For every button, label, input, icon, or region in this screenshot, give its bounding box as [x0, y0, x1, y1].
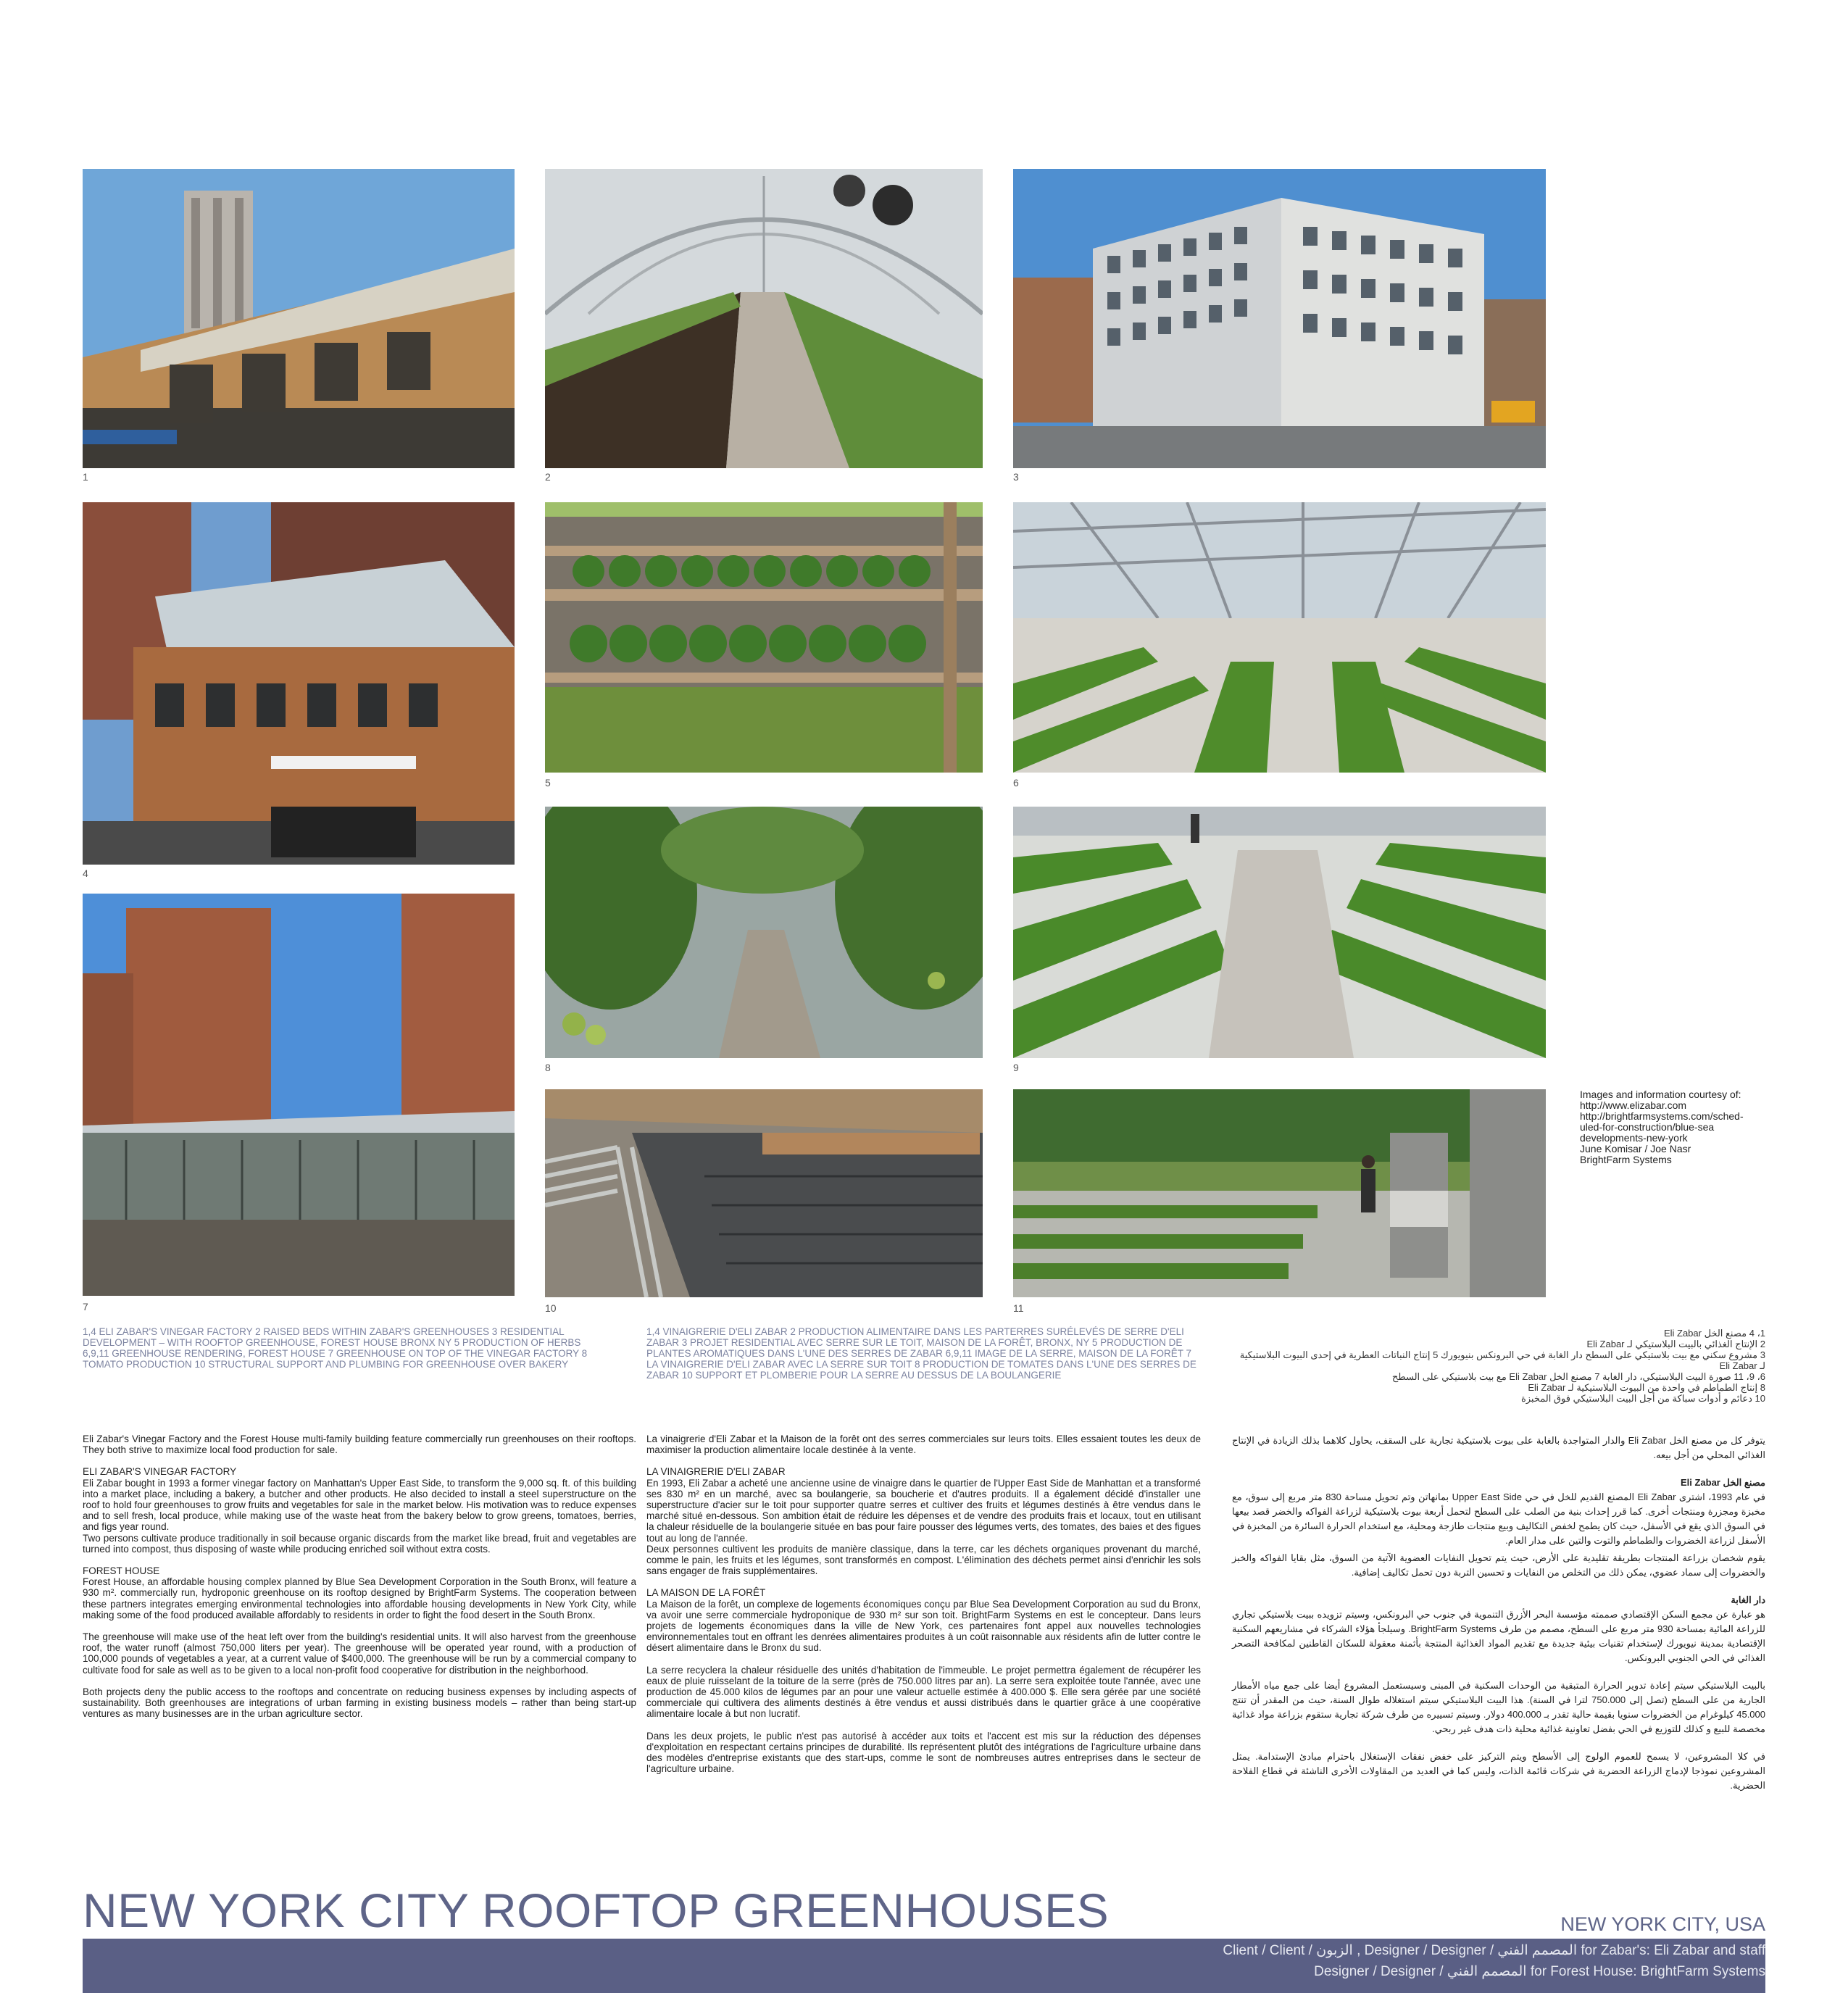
- intro-paragraph: La vinaigrerie d'Eli Zabar et la Maison de la forêt ont des serres commerciales sur leurs toits. Elles essaient toutes les deux de maximiser la production alimentaire locale destinée à la vente.: [646, 1434, 1201, 1456]
- section-heading: FOREST HOUSE: [83, 1565, 160, 1577]
- photo-rooftop-greenhouse-towers: [83, 894, 515, 1296]
- body-paragraph: Two persons cultivate produce traditionally in soil because organic discards from the market like bread, fruit and vegetables are turned into compost, thus disposing of waste while producing enriched soil without extra costs.: [83, 1532, 636, 1555]
- body-paragraph: Eli Zabar bought in 1993 a former vinegar factory on Manhattan's Upper East Side, to transform the 9,000 sq. ft. of this building into a market place, including a bakery, a butcher and other products. He also decided to install a steel superstructure on the roof to hold four greenhouses to grow fruits and vegetables for sale in the market below. His motivation was to reduce expenses and to sell fresh, local produce, while making use of the waste heat from the bakery below to grow greens, tomatoes, berries, and figs year round.: [83, 1477, 636, 1533]
- photo-vinegar-factory-street: [83, 169, 515, 468]
- photo-greenhouse-rendering-1: [1013, 502, 1546, 773]
- intro-paragraph: Eli Zabar's Vinegar Factory and the Forest House multi-family building feature commercially run greenhouses on their rooftops. They both strive to maximize local food production for sale.: [83, 1434, 636, 1456]
- body-paragraph: En 1993, Eli Zabar a acheté une ancienne usine de vinaigre dans le quartier de l'Upper East Side de Manhattan et a transformé ses 830 m² en un marché, avec sa boulangerie, sa boucherie et d'autres produits. Il a également décidé d'installer une superstructure d'acier sur le toit pour supporter quatre serres et cultiver des fruits et légumes destinés à être vendus dans le marché situé en-dessous. Son ambition était de réduire les dépenses et de vendre des produits frais et locaux, tout en utilisant la chaleur résiduelle de la boulangerie située en bas pour faire pousser des légumes verts, des tomates, des baies et des figues tout au long de l'année.: [646, 1477, 1201, 1544]
- photo-number: 10: [545, 1302, 557, 1314]
- credit-line: June Komisar / Joe Nasr: [1580, 1143, 1691, 1154]
- body-paragraph: بالبيت البلاستيكي سيتم إعادة تدوير الحرارة المتبقية من الوحدات السكنية في المبنى وسيستعمل المشروع أيضا على جمع مياه الأمطار الجارية من على السطح (تصل إلى 750.000 لترا في السنة). هذا البيت البلاستيكي سيتم استغلاله طوال السنة، حيث من المقدر أن تنتج 45.000 كيلوغرام من الخضروات سنويا بقيمة حالية تقدر بـ 400.000 دولار. وسيتم تسييره من طرف شركة تجارية ستقوم بزراعة مواد غذائية مخصصة للبيع و كذلك للتوزيع في الحي بفضل تعاونية غذائية محلية ذات هدف غير ربحي.: [1232, 1680, 1765, 1734]
- credit-line: BrightFarm Systems: [1580, 1154, 1672, 1165]
- photo-vinegar-factory-greenhouse: [83, 502, 515, 865]
- photo-number: 9: [1013, 1062, 1019, 1073]
- client-designer-line: Client / Client / الزبون , Designer / Designer / المصمم الفني for Zabar's: Eli Zabar and staff: [1223, 1943, 1765, 1958]
- location-subtitle: NEW YORK CITY, USA: [1560, 1913, 1765, 1935]
- photo-number: 8: [545, 1062, 551, 1073]
- caption-french: 1,4 VINAIGRERIE D'ELI ZABAR 2 PRODUCTION ALIMENTAIRE DANS LES PARTERRES SURÉLEVÉS DE SERRE D'ELI ZABAR 3 PROJET RESIDENTIAL AVEC SERRE SUR LE TOIT, MAISON DE LA FORÊT, BRONX, NY 5 PRODUCTION DE PLANTES AROMATIQUES DANS L'UNE DES SERRES DE ZABAR 6,9,11 IMAGE DE LA SERRE, MAISON DE LA FORÊT 7 LA VINAIGRERIE D'ELI ZABAR AVEC LA SERRE SUR TOIT 8 PRODUCTION DE TOMATES DANS L'UNE DES SERRES DE ZABAR 10 SUPPORT ET PLOMBERIE POUR LA SERRE AU DESSUS DE LA BOULANGERIE: [646, 1326, 1196, 1381]
- credit-line: http://brightfarmsystems.com/sched-: [1580, 1110, 1744, 1122]
- photo-forest-house-building: [1013, 169, 1546, 468]
- body-paragraph: La serre recyclera la chaleur résiduelle des unités d'habitation de l'immeuble. Le projet permettra également de récupérer les eaux de pluie ruisselant de la toiture de la serre (près de 750.000 litres par an). La serre sera exploitée toute l'année, avec une production de 45.000 kilos de légumes par an pour une valeur actuelle estimée à 400.000 $. Elle sera gérée par une société commerciale qui cultivera des aliments destinés à être vendus et aussi distribués dans le quartier grâce à une coopérative alimentaire locale à but non lucratif.: [646, 1664, 1201, 1720]
- body-paragraph: The greenhouse will make use of the heat left over from the building's residential units. It will also harvest from the greenhouse roof, the water runoff (almost 750,000 liters per year). The greenhouse will be operated year round, with a production of 100,000 pounds of vegetables a year, at a current value of $400,000. The greenhouse will be run by a commercial company to cultivate food for sale as well as to be given to a local non-profit food cooperative for distribution in the neighborhood.: [83, 1631, 636, 1676]
- body-paragraph: Deux personnes cultivent les produits de manière classique, dans la terre, car les déchets organiques provenant du marché, comme le pain, les fruits et les légumes, sont transformés en compost. L'élimination des déchets permet ainsi d'enrichir les sols sans engager de frais supplémentaires.: [646, 1543, 1201, 1577]
- photo-number: 3: [1013, 471, 1019, 483]
- photo-number: 5: [545, 777, 551, 789]
- section-heading: LA MAISON DE LA FORÊT: [646, 1587, 766, 1599]
- photo-number: 11: [1013, 1302, 1024, 1314]
- photo-number: 6: [1013, 777, 1019, 789]
- credit-line: http://www.elizabar.com: [1580, 1099, 1687, 1111]
- body-paragraph: Dans les deux projets, le public n'est pas autorisé à accéder aux toits et l'accent est mis sur la réduction des dépenses d'exploitation en respectant certains principes de durabilité. Ils représentent plutôt des intégrations de l'agriculture urbaine dans des modèles d'entreprise existants que des start-ups, comme le sont de nombreuses autres entreprises dans le secteur de l'agriculture urbaine.: [646, 1730, 1201, 1775]
- caption-english: 1,4 ELI ZABAR'S VINEGAR FACTORY 2 RAISED BEDS WITHIN ZABAR'S GREENHOUSES 3 RESIDENTIAL DEVELOPMENT – WITH ROOFTOP GREENHOUSE, FOREST HOUSE BRONX NY 5 PRODUCTION OF HERBS 6,9,11 GREENHOUSE RENDERING, FOREST HOUSE 7 GREENHOUSE ON TOP OF THE VINEGAR FACTORY 8 TOMATO PRODUCTION 10 STRUCTURAL SUPPORT AND PLUMBING FOR GREENHOUSE OVER BAKERY: [83, 1326, 588, 1370]
- section-heading: دار الغابة: [1731, 1594, 1765, 1605]
- designer-line: Designer / Designer / المصمم الفني for Forest House: BrightFarm Systems: [1314, 1964, 1765, 1979]
- caption-arabic-line: 2 الإنتاج الغذائي بالبيت البلاستيكي لـ Eli Zabar: [1586, 1339, 1765, 1349]
- photo-herb-production: [545, 502, 983, 773]
- body-paragraph: Forest House, an affordable housing complex planned by Blue Sea Development Corporation in the South Bronx, will feature a 930 m². commercially run, hydroponic greenhouse on its rooftop designed by BrightFarm Systems. The cooperation between these partners integrates emerging environmental technologies into affordable housing developments in New York City, while making some of the food produced available affordably to residents in order to fight the food desert in the South Bronx.: [83, 1576, 636, 1620]
- photo-raised-beds: [545, 169, 983, 468]
- photo-number: 1: [83, 471, 88, 483]
- intro-paragraph: يتوفر كل من مصنع الخل Eli Zabar والدار المتواجدة بالغابة على بيوت بلاستيكية تجارية على السقف، يحاول كلاهما بذلك الزيادة في الإنتاج الغذائي المحلي من أجل بيعه.: [1232, 1435, 1765, 1460]
- credit-line: developments-new-york: [1580, 1132, 1688, 1144]
- section-heading: ELI ZABAR'S VINEGAR FACTORY: [83, 1466, 237, 1478]
- credit-line: Images and information courtesy of:: [1580, 1089, 1741, 1100]
- body-paragraph: La Maison de la forêt, un complexe de logements économiques conçu par Blue Sea Development Corporation au sud du Bronx, va avoir une serre commerciale hydroponique de 930 m² sur son toit. BrightFarm Systems en est le concepteur. Dans leurs projets de logements économiques dans la ville de New York, ces partenaires font appel aux nouvelles technologies environnementales tout en offrant les denrées alimentaires produites à un coût raisonnable aux résidents afin de lutter contre le désert alimentaire dans le Bronx du sud.: [646, 1598, 1201, 1654]
- photo-structural-plumbing: [545, 1089, 983, 1297]
- body-paragraph: في عام 1993، اشترى Eli Zabar المصنع القديم للخل في حي Upper East Side بمانهاتن وتم تحويل مساحة 830 متر مربع إلى سوق، مع مخبزة ومجزرة ومنتجات أخرى. كما قرر إحداث بنية من الصلب على السطح لتحمل أربعة بيوت بلاستيكية لزراعة الفواكه والخضر قصد بيعها في السوق الذي يقع في الأسفل، حيث كان يطمح لخفض التكاليف وبيع منتجات طازجة ومحلية، مع استخدام الحرارة السائرة من المخبزة في الأسفل لزراعة الخضروات والطماطم والتوت والتين على مدار العام.: [1232, 1491, 1765, 1546]
- body-paragraph: هو عبارة عن مجمع السكن الإقتصادي صممته مؤسسة البحر الأزرق التنموية في جنوب حي البرونكس، وسيتم تزويده ببيت بلاستيكي تجاري للزراعة المائية بمساحة 930 متر مربع على السطح، مصمم من طرف BrightFarm Systems. وسيلجأ هؤلاء الشركاء في مشاريعهم السكنية الإقتصادية بمدينة نيويورك لإستخدام تقنيات بيئية جديدة مع تقديم المواد الغذائية المنتجة بأثمنة معقولة للسكان القاطنين لمكافحة التصحر الغذائي في الحي الجنوبي البرونكس.: [1232, 1609, 1765, 1663]
- body-paragraph: Both projects deny the public access to the rooftops and concentrate on reducing business expenses by including aspects of sustainability. Both greenhouses are integrations of urban farming in existing business models – rather than being start-up ventures as many businesses are in the urban agriculture sector.: [83, 1686, 636, 1720]
- body-english: [83, 1434, 636, 1730]
- photo-greenhouse-rendering-3: [1013, 1089, 1546, 1297]
- credit-line: uled-for-construction/blue-sea: [1580, 1121, 1715, 1133]
- caption-arabic-line: 1، 4 مصنع الخل Eli Zabar: [1663, 1328, 1765, 1339]
- page-title: NEW YORK CITY ROOFTOP GREENHOUSES: [83, 1884, 1110, 1937]
- caption-arabic-line: 8 إنتاج الطماطم في واحدة من البيوت البلاستيكية لـ Eli Zabar: [1528, 1382, 1765, 1393]
- section-heading: مصنع الخل Eli Zabar: [1680, 1477, 1765, 1488]
- photo-greenhouse-rendering-2: [1013, 807, 1546, 1058]
- section-heading: LA VINAIGRERIE D'ELI ZABAR: [646, 1466, 786, 1478]
- caption-arabic-line: 10 دعائم و أدوات سباكة من أجل البيت البلاستيكي فوق المخبزة: [1520, 1393, 1765, 1404]
- photo-tomato-production: [545, 807, 983, 1058]
- image-credits: [1580, 1089, 1754, 1165]
- photo-number: 2: [545, 471, 551, 483]
- caption-arabic-line: 6، 9، 11 صورة البيت البلاستيكي، دار الغابة 7 مصنع الخل Eli Zabar مع بيت بلاستيكي على السطح: [1391, 1371, 1765, 1382]
- body-paragraph: في كلا المشروعين، لا يسمح للعموم الولوج إلى الأسطح ويتم التركيز على خفض نفقات الإستغلال باحترام مبادئ الإستدامة. يمثل المشروعين نموذجا لإدماج الزراعة الحضرية في شركات قائمة الذات، وليس كما في العديد من المقاولات الأخرى الناشئة في قطاع الفلاحة الحضرية.: [1232, 1751, 1765, 1791]
- body-french: [646, 1434, 1201, 1785]
- photo-number: 4: [83, 867, 88, 879]
- photo-number: 7: [83, 1301, 88, 1312]
- body-paragraph: يقوم شخصان بزراعة المنتجات بطريقة تقليدية على الأرض، حيث يتم تحويل النفايات العضوية الآتية من السوق، مثل بقايا الفواكه والخبز والخضروات إلى سماد عضوي، يمكن ذلك من التخلص من النفايات و تحسين التربة دون تحمل تكاليف إضافية.: [1232, 1552, 1765, 1578]
- caption-arabic-line: 3 مشروع سكني مع بيت بلاستيكي على السطح دار الغابة في حي البرونكس بنيويورك 5 إنتاج النباتات العطرية في إحدى البيوت البلاستيكية لـ Eli Zabar: [1239, 1349, 1765, 1371]
- body-arabic: [1232, 1434, 1765, 1806]
- caption-arabic: [1232, 1328, 1765, 1404]
